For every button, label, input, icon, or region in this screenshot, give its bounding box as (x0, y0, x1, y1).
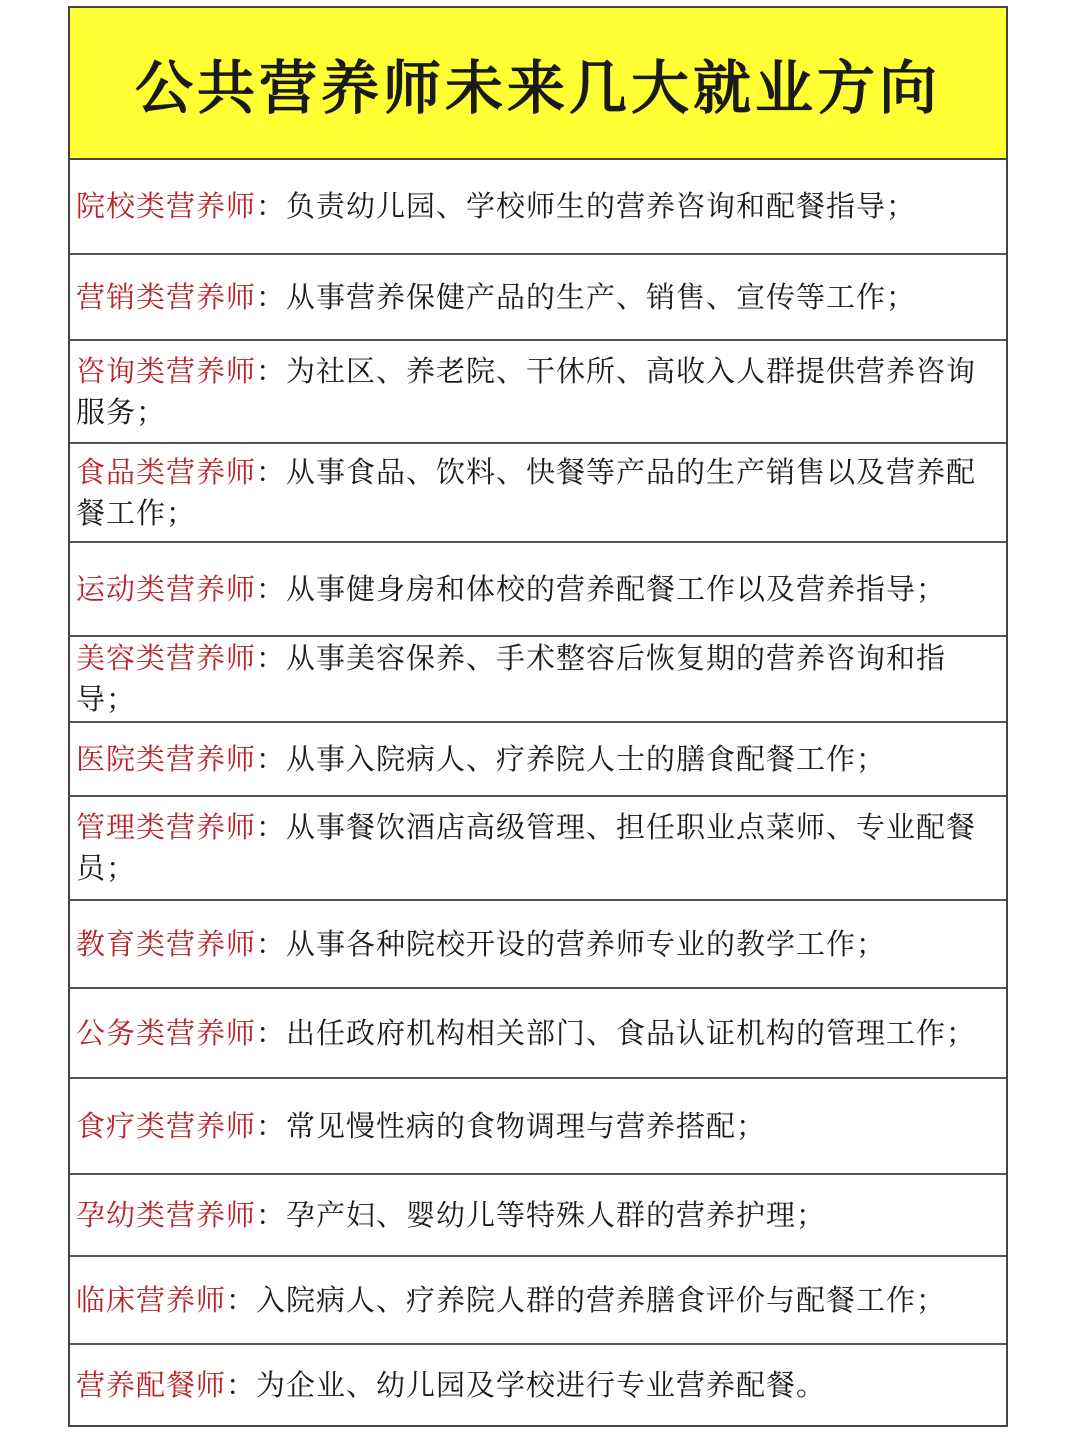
row-text: ：从事各种院校开设的营养师专业的教学工作； (256, 926, 887, 961)
list-item (70, 901, 1006, 989)
row-text: ：为企业、幼儿园及学校进行专业营养配餐。 (226, 1367, 827, 1402)
row-label: 公务类营养师 (76, 1015, 257, 1050)
row-text: ：从事入院病人、疗养院人士的膳食配餐工作； (256, 741, 887, 776)
row-text: ：负责幼儿园、学校师生的营养咨询和配餐指导； (256, 189, 917, 223)
title-banner (70, 8, 1006, 160)
row-text: ：从事美容保养、手术整容后恢复期的营养咨询和指导； (76, 641, 947, 716)
row-content (76, 1013, 976, 1054)
row-text: ：从事餐饮酒店高级管理、担任职业点菜师、专业配餐员； (76, 810, 977, 885)
list-item (70, 341, 1006, 444)
list-item (70, 543, 1006, 637)
row-content (76, 569, 946, 610)
row-label: 院校类营养师 (76, 189, 257, 223)
list-item (70, 255, 1006, 341)
row-content (76, 452, 998, 534)
row-label: 营养配餐师 (76, 1367, 227, 1402)
row-label: 食疗类营养师 (76, 1108, 257, 1143)
list-item (70, 797, 1006, 901)
row-content (76, 739, 886, 780)
row-text: ：出任政府机构相关部门、食品认证机构的管理工作； (256, 1015, 977, 1050)
row-content (76, 1195, 826, 1236)
row-content (76, 1365, 826, 1406)
row-content (76, 1106, 766, 1147)
row-content (76, 638, 998, 720)
row-label: 管理类营养师 (76, 810, 257, 844)
row-label: 食品类营养师 (76, 454, 257, 489)
row-text: ：从事营养保健产品的生产、销售、宣传等工作； (256, 279, 917, 314)
list-item (70, 1175, 1006, 1257)
job-directions-sheet (68, 6, 1008, 1427)
row-label: 咨询类营养师 (76, 353, 257, 388)
row-label: 临床营养师 (76, 1282, 227, 1317)
row-text: ：为社区、养老院、干休所、高收入人群提供营养咨询服务； (76, 353, 977, 429)
list-item (70, 637, 1006, 723)
row-text: ：从事食品、饮料、快餐等产品的生产销售以及营养配餐工作； (76, 454, 977, 530)
row-label: 医院类营养师 (76, 741, 257, 776)
list-item (70, 1257, 1006, 1345)
list-item (70, 1345, 1006, 1425)
row-label: 运动类营养师 (76, 571, 257, 606)
list-item (70, 1079, 1006, 1175)
list-item (70, 989, 1006, 1079)
row-label: 教育类营养师 (76, 926, 257, 961)
row-content (76, 807, 998, 889)
list-item (70, 160, 1006, 255)
row-content (76, 1280, 946, 1321)
row-content (76, 277, 916, 318)
row-text: ：入院病人、疗养院人群的营养膳食评价与配餐工作； (226, 1282, 947, 1317)
list-item (70, 723, 1006, 797)
row-content (76, 924, 886, 965)
page-title: 公共营养师未来几大就业方向 (134, 54, 941, 122)
row-text: ：常见慢性病的食物调理与营养搭配； (256, 1108, 767, 1143)
row-content (76, 351, 998, 433)
row-text: ：孕产妇、婴幼儿等特殊人群的营养护理； (256, 1197, 827, 1232)
row-label: 孕幼类营养师 (76, 1197, 257, 1232)
row-label: 营销类营养师 (76, 279, 257, 314)
row-text: ：从事健身房和体校的营养配餐工作以及营养指导； (256, 571, 947, 606)
list-item (70, 444, 1006, 543)
row-content (76, 186, 916, 227)
row-label: 美容类营养师 (76, 641, 257, 675)
